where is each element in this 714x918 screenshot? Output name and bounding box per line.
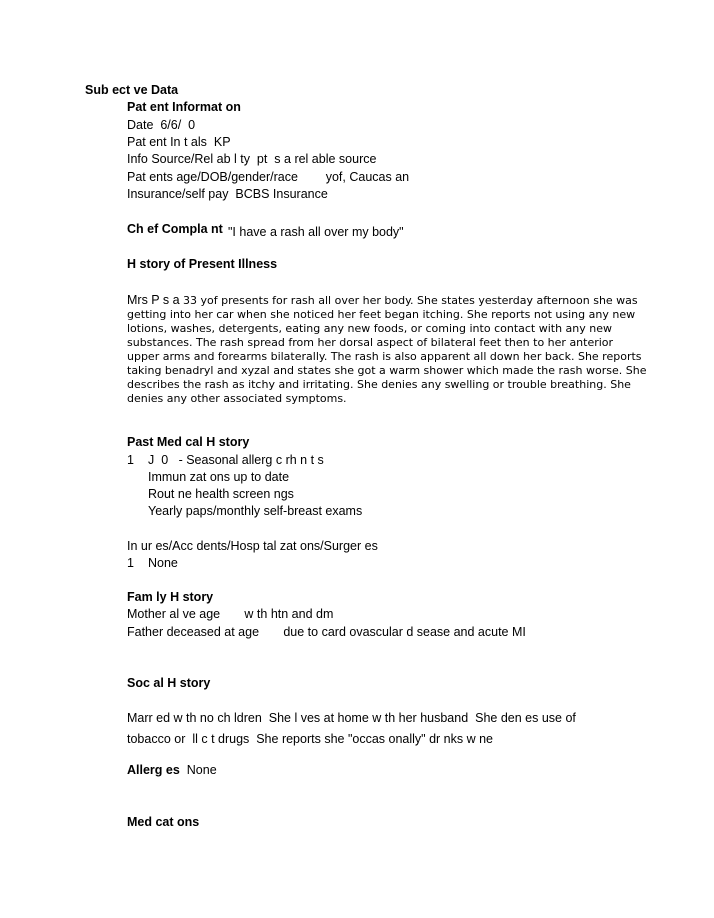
date-line: Date 6/6/ 0 — [127, 118, 196, 132]
injuries-heading: In ur es/Acc dents/Hosp tal zat ons/Surger es — [127, 539, 378, 553]
medications-heading: Med cat ons — [127, 815, 200, 829]
allergies-label: Allerg es — [127, 763, 180, 777]
hpi-heading: H story of Present Illness — [127, 257, 278, 271]
past-medical-item: Yearly paps/monthly self-breast exams — [148, 504, 363, 518]
past-medical-item: Rout ne health screen ngs — [148, 487, 294, 501]
insurance-line: Insurance/self pay BCBS Insurance — [127, 187, 328, 201]
family-history-father: Father deceased at age due to card ovascular d sease and acute MI — [127, 625, 526, 639]
subjective-title: Sub ect ve Data — [85, 83, 179, 97]
chief-complaint-label: Ch ef Compla nt — [127, 222, 223, 236]
chief-complaint-value: "I have a rash all over my body" — [228, 225, 404, 239]
social-history-line: tobacco or ll c t drugs She reports she "occas onally" dr nks w ne — [127, 732, 493, 746]
injuries-number: 1 — [127, 556, 134, 570]
hpi-text: 33 yof presents for rash all over her body. She states yesterday afternoon she was getting into her car when she noticed her feet began itching. She reports not using any new lotions, washes, detergents, eating any new foods, or coming into contact with any new substances. The rash spread from her dorsal aspect of bilateral feet then to her anterior upper arms and forearms bilaterally. The rash is also apparent all down her back. She reports taking benadryl and xyzal and states she got a warm shower which made the rash worse. She describes the rash as itchy and irritating. She denies any swelling or trouble breathing. She denies any other associated symptoms. — [127, 294, 647, 405]
family-history-mother: Mother al ve age w th htn and dm — [127, 607, 334, 621]
allergies-line — [127, 763, 217, 778]
family-history-heading: Fam ly H story — [127, 590, 214, 604]
age-line: Pat ents age/DOB/gender/race yof, Caucas an — [127, 170, 410, 184]
hpi-paragraph — [127, 293, 647, 406]
past-medical-item: J 0 - Seasonal allerg c rh n t s — [148, 453, 324, 467]
injuries-value: None — [148, 556, 178, 570]
past-medical-item: Immun zat ons up to date — [148, 470, 290, 484]
info-source-line: Info Source/Rel ab l ty pt s a rel able source — [127, 152, 377, 166]
hpi-lead: Mrs P s a — [127, 293, 184, 307]
patient-info-heading: Pat ent Informat on — [127, 100, 241, 114]
social-history-heading: Soc al H story — [127, 676, 211, 690]
past-medical-heading: Past Med cal H story — [127, 435, 250, 449]
past-medical-number: 1 — [127, 453, 134, 467]
social-history-line: Marr ed w th no ch ldren She l ves at home w th her husband She den es use of — [127, 711, 576, 725]
initials-line: Pat ent In t als KP — [127, 135, 231, 149]
allergies-value: None — [186, 763, 217, 777]
